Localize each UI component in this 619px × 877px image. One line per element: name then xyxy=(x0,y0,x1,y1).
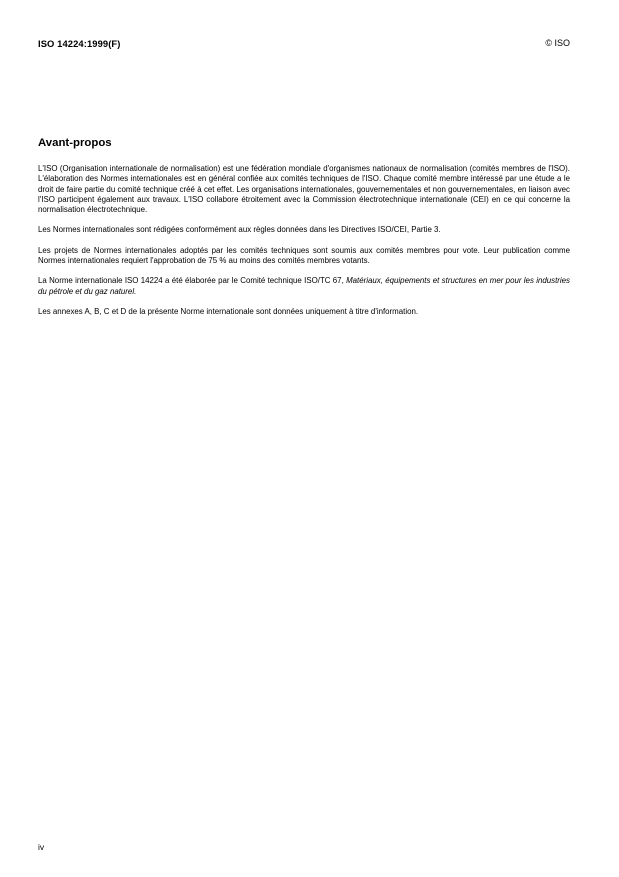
paragraph-annexes: Les annexes A, B, C et D de la présente Norme internationale sont données uniquement à titre d'information. xyxy=(38,306,419,316)
paragraph-committee xyxy=(38,276,570,297)
paragraph-approval: Les projets de Normes internationales adoptés par les comités techniques sont soumis aux comités membres pour vote. Leur publication comme Normes internationales requiert l'approbation de 75 % au moins des comités membres votants. xyxy=(38,245,570,266)
committee-text: La Norme internationale ISO 14224 a été élaborée par le Comité technique ISO/TC 67, xyxy=(38,276,347,286)
standard-identifier: ISO 14224:1999(F) xyxy=(38,38,121,49)
paragraph-organisation: L'ISO (Organisation internationale de normalisation) est une fédération mondiale d'organismes nationaux de normalisation (comités membres de l'ISO). L'élaboration des Normes internationales est en général confiée aux comités techniques de l'ISO. Chaque comité membre intéressé par une étude a le droit de faire partie du comité technique créé à cet effet. Les organisations internationales, gouvernementales et non gouvernementales, en liaison avec l'ISO participent également aux travaux. L'ISO collabore étroitement avec la Commission électrotechnique internationale (CEI) en ce qui concerne la normalisation électrotechnique. xyxy=(38,164,570,215)
paragraph-directives: Les Normes internationales sont rédigées conformément aux règles données dans les Directives ISO/CEI, Partie 3. xyxy=(38,225,441,235)
foreword-body xyxy=(38,164,570,327)
page-number: iv xyxy=(38,842,45,852)
copyright-notice: © ISO xyxy=(545,38,570,48)
committee-title: Matériaux, équipements et structures en mer pour les industries du pétrole et du gaz naturel. xyxy=(38,276,570,296)
section-title: Avant-propos xyxy=(38,137,112,149)
